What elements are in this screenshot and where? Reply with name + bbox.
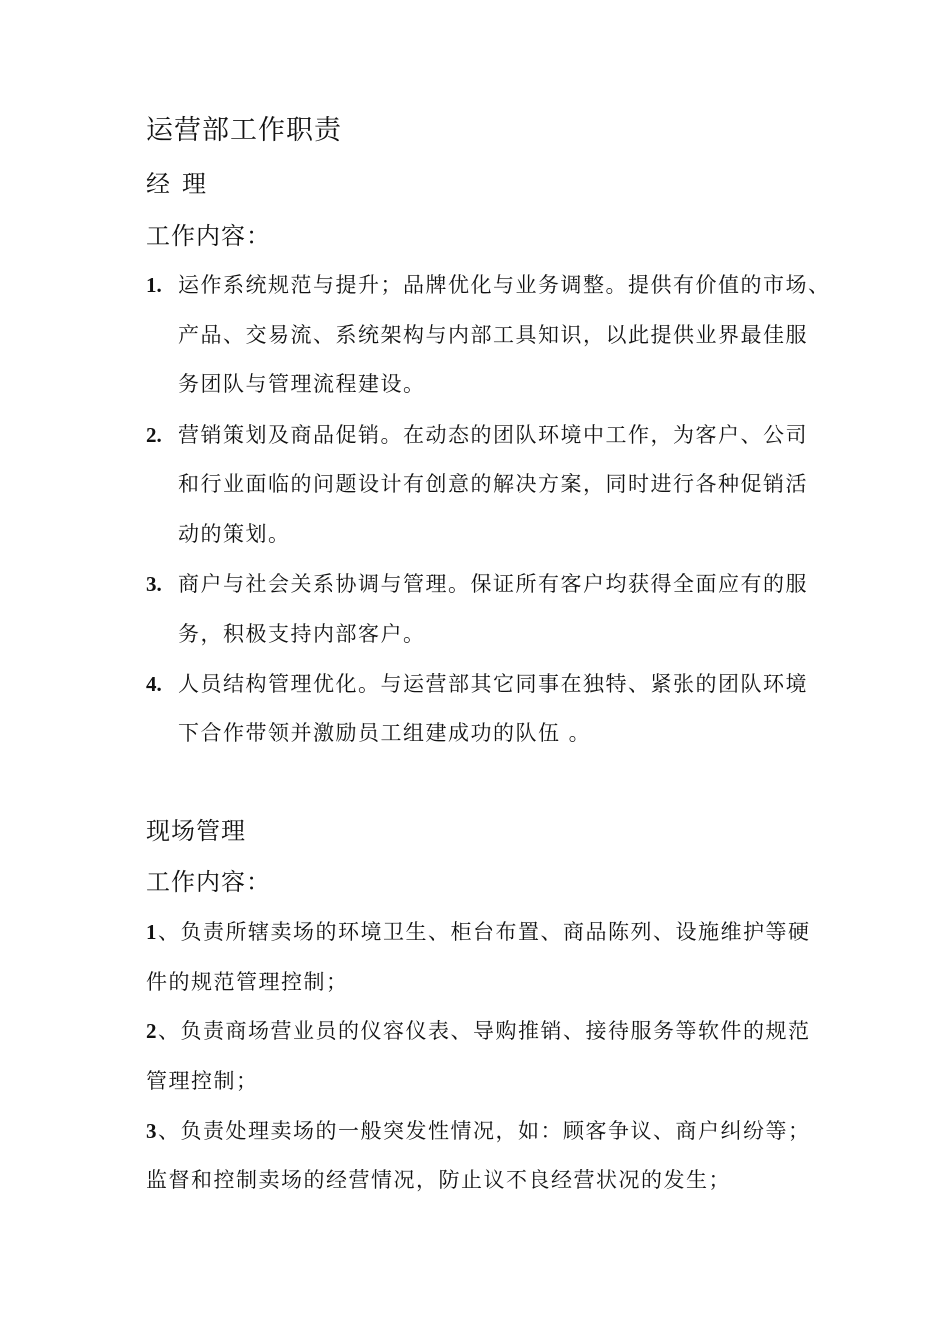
item-text-line: 下合作带领并激励员工组建成功的队伍 。: [178, 721, 592, 745]
item-number: 3: [146, 1119, 158, 1143]
item-text-line: 动的策划。: [178, 522, 291, 546]
item-text-line: 人员结构管理优化。与运营部其它同事在独特、紧张的团队环境: [178, 672, 808, 696]
item-text-line: [146, 1116, 811, 1146]
item-number: 2.: [146, 423, 162, 447]
section-heading-site-management: 现场管理: [146, 817, 246, 845]
manager-content-label: 工作内容：: [146, 222, 271, 250]
site-content-label: 工作内容：: [146, 868, 271, 896]
item-text-line: 监督和控制卖场的经营情况，防止议不良经营状况的发生；: [146, 1168, 731, 1192]
item-text: 、负责商场营业员的仪容仪表、导购推销、接待服务等软件的规范: [158, 1019, 811, 1043]
item-number: 3.: [146, 572, 162, 596]
item-number: 1.: [146, 273, 162, 297]
item-number: 2: [146, 1019, 158, 1043]
document-title: 运营部工作职责: [146, 115, 342, 146]
item-number: 4.: [146, 672, 162, 696]
item-text-line: [146, 1016, 811, 1046]
item-text-line: 营销策划及商品促销。在动态的团队环境中工作，为客户、公司: [178, 423, 808, 447]
item-text-line: 务团队与管理流程建设。: [178, 372, 426, 396]
item-text-line: 务，积极支持内部客户。: [178, 622, 426, 646]
item-text-line: 和行业面临的问题设计有创意的解决方案，同时进行各种促销活: [178, 472, 808, 496]
item-text-line: 件的规范管理控制；: [146, 970, 349, 994]
item-text: 、负责所辖卖场的环境卫生、柜台布置、商品陈列、设施维护等硬: [158, 920, 811, 944]
item-text-line: 运作系统规范与提升；品牌优化与业务调整。提供有价值的市场、: [178, 273, 831, 297]
item-text-line: [146, 917, 811, 947]
item-text-line: 产品、交易流、系统架构与内部工具知识，以此提供业界最佳服: [178, 323, 808, 347]
item-text: 、负责处理卖场的一般突发性情况，如：顾客争议、商户纠纷等；: [158, 1119, 811, 1143]
section-heading-manager: 经理: [146, 170, 218, 198]
item-number: 1: [146, 920, 158, 944]
item-text-line: 商户与社会关系协调与管理。保证所有客户均获得全面应有的服: [178, 572, 808, 596]
item-text-line: 管理控制；: [146, 1069, 259, 1093]
